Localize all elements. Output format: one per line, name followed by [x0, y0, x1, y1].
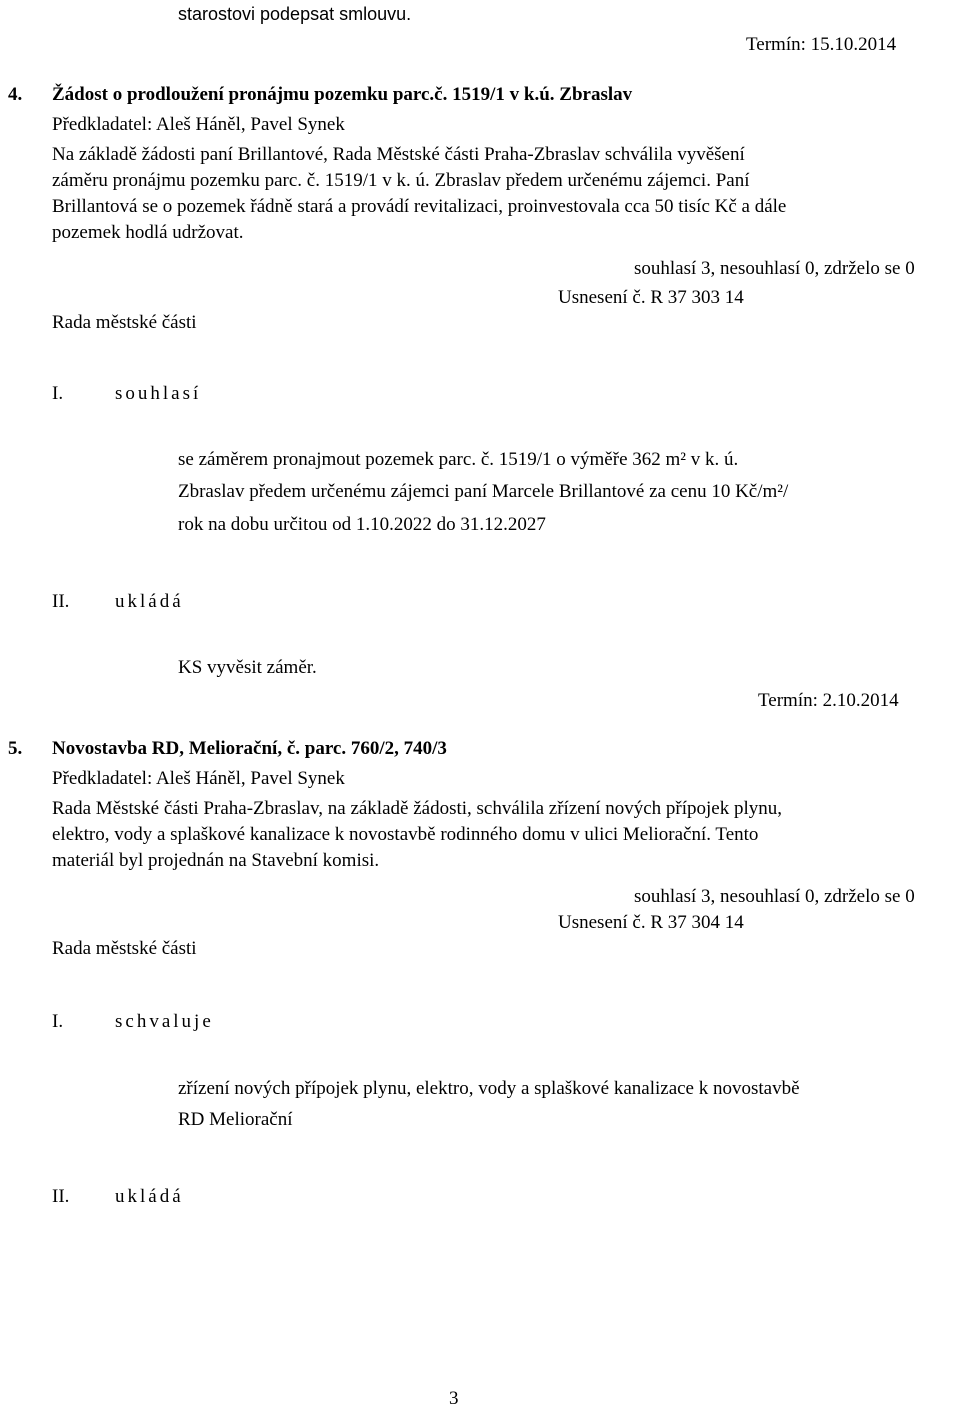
section-verb: souhlasí	[115, 383, 202, 404]
termin: Termín: 2.10.2014	[758, 690, 899, 711]
item-title: Žádost o prodloužení pronájmu pozemku parc.č. 1519/1 v k.ú. Zbraslav	[52, 84, 633, 105]
section-number: II.	[52, 1186, 70, 1207]
item-description-line: Na základě žádosti paní Brillantové, Rada Městské části Praha-Zbraslav schválila vyvěšení	[52, 144, 745, 165]
section-verb: ukládá	[115, 1186, 184, 1207]
council-label: Rada městské části	[52, 312, 197, 333]
item-description-line: záměru pronájmu pozemku parc. č. 1519/1 v k. ú. Zbraslav předem určenému zájemci. Paní	[52, 170, 750, 191]
item-title: Novostavba RD, Meliorační, č. parc. 760/2, 740/3	[52, 738, 447, 759]
predkladatel: Předkladatel: Aleš Háněl, Pavel Synek	[52, 768, 345, 789]
council-label: Rada městské části	[52, 938, 197, 959]
section-text-line: rok na dobu určitou od 1.10.2022 do 31.12.2027	[178, 514, 546, 535]
section-text-line: se záměrem pronajmout pozemek parc. č. 1519/1 o výměře 362 m² v k. ú.	[178, 449, 739, 470]
item-description-line: pozemek hodlá udržovat.	[52, 222, 244, 243]
vote-result: souhlasí 3, nesouhlasí 0, zdrželo se 0	[634, 886, 915, 907]
section-verb: schvaluje	[115, 1011, 214, 1032]
item-description-line: Rada Městské části Praha-Zbraslav, na základě žádosti, schválila zřízení nových přípojek plynu,	[52, 798, 783, 819]
termin: Termín: 15.10.2014	[746, 34, 897, 55]
section-text-line: KS vyvěsit záměr.	[178, 657, 317, 678]
intro-text: starostovi podepsat smlouvu.	[178, 4, 412, 24]
item-number: 4.	[8, 84, 23, 105]
vote-result: souhlasí 3, nesouhlasí 0, zdrželo se 0	[634, 258, 915, 279]
item-description-line: materiál byl projednán na Stavební komisi.	[52, 850, 380, 871]
page-number: 3	[449, 1388, 459, 1409]
section-text-line: zřízení nových přípojek plynu, elektro, vody a splaškové kanalizace k novostavbě	[178, 1078, 800, 1099]
resolution-number: Usnesení č. R 37 304 14	[558, 912, 744, 933]
section-number: I.	[52, 383, 64, 404]
section-text-line: Zbraslav předem určenému zájemci paní Marcele Brillantové za cenu 10 Kč/m²/	[178, 481, 789, 502]
section-verb: ukládá	[115, 591, 184, 612]
item-number: 5.	[8, 738, 23, 759]
section-number: I.	[52, 1011, 64, 1032]
section-number: II.	[52, 591, 70, 612]
item-description-line: elektro, vody a splaškové kanalizace k novostavbě rodinného domu v ulici Meliorační. Tento	[52, 824, 759, 845]
section-text-line: RD Meliorační	[178, 1109, 293, 1130]
item-description-line: Brillantová se o pozemek řádně stará a provádí revitalizaci, proinvestovala cca 50 tisíc Kč a dále	[52, 196, 787, 217]
predkladatel: Předkladatel: Aleš Háněl, Pavel Synek	[52, 114, 345, 135]
resolution-number: Usnesení č. R 37 303 14	[558, 287, 744, 308]
